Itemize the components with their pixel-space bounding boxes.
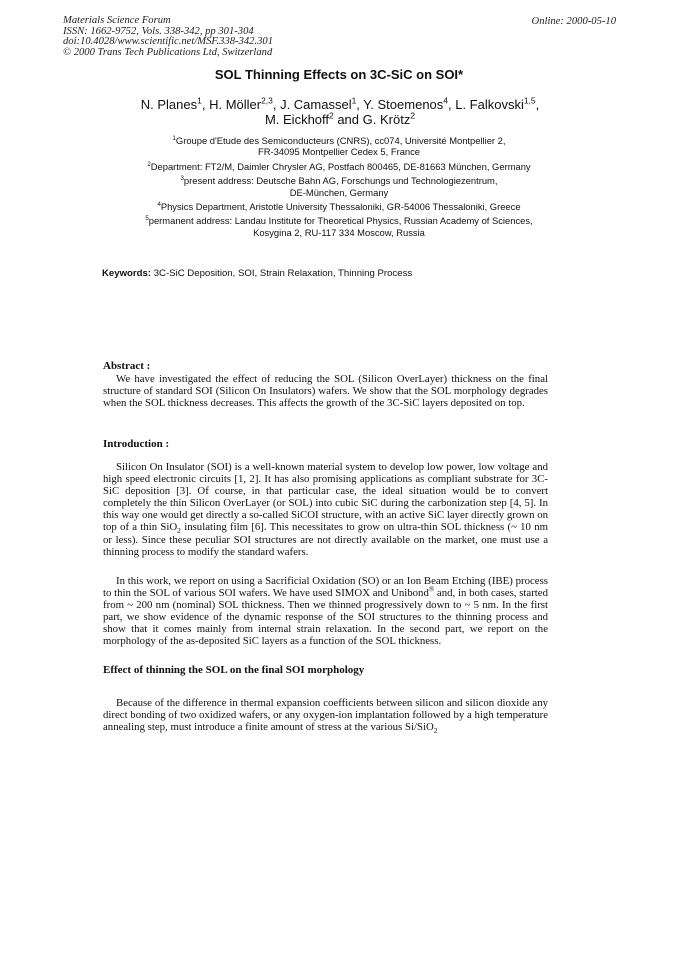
keywords xyxy=(102,268,412,279)
paper-title: SOL Thinning Effects on 3C-SiC on SOI* xyxy=(214,67,464,82)
journal-name: Materials Science Forum xyxy=(63,15,171,26)
effect-paragraph: Because of the difference in thermal expansion coefficients between silicon and silicon dioxide any direct bonding of two oxidized wafers, or any oxygen-ion implantation followed by a high temperature annealing step, must introduce a finite amount of stress at the various Si/SiO$_2$ xyxy=(103,697,548,736)
doi-link[interactable]: doi:10.4028/www.scientific.net/MSF.338-342.301 xyxy=(63,36,273,48)
abstract-heading: Abstract : xyxy=(103,360,151,372)
author: J. Camassel$^1$ xyxy=(280,95,357,112)
affiliations xyxy=(100,135,578,241)
affiliation-4: $^4$Physics Department, Aristotle University Thessaloniki, GR-54006 Thessaloniki, Greece xyxy=(157,200,521,213)
author: N. Planes$^1$ xyxy=(140,95,202,112)
author-line-2: M. Eickhoff$^2$ and G. Krötz$^2$ xyxy=(264,110,416,127)
author: G. Krötz$^2$ xyxy=(362,110,416,127)
introduction-paragraph-2: In this work, we report on using a Sacrificial Oxidation (SO) or an Ion Beam Etching (IBE) process to thin the SOL of various SOI wafers. We have used SIMOX and Unibond® and, in both cases, started from ~ 200 nm (nominal) SOL thickness. Then we thinned progressively down to ~ 5 nm. In the first part, we show evidence of the dynamic response of the SOI structures to the thinning process and show that it comes mainly from internal strain relaxation. In the second part, we report on the morphology of the as-deposited SiC layers as a function of the SOL thickness. xyxy=(103,575,548,648)
issn-line: ISSN: 1662-9752, Vols. 338-342, pp 301-304 xyxy=(63,25,254,37)
affiliation-5: $^5$permanent address: Landau Institute for Theoretical Physics, Russian Academy of Sciences, Kosygina 2, RU-117 334 Moscow, Russia xyxy=(145,215,533,238)
author: Y. Stoemenos$^4$ xyxy=(363,95,448,112)
author-list xyxy=(100,97,580,127)
introduction-heading: Introduction : xyxy=(103,438,170,450)
keywords-text: 3C-SiC Deposition, SOI, Strain Relaxation, Thinning Process xyxy=(153,268,413,279)
keywords-label: Keywords: xyxy=(102,268,152,279)
author: M. Eickhoff$^2$ xyxy=(264,110,334,127)
affiliation-1: $^1$Groupe d'Etude des Semiconducteurs (CNRS), cc074, Université Montpellier 2, FR-34095 Montpellier Cedex 5, France xyxy=(172,134,506,158)
author: L. Falkovski$^{1,5}$ xyxy=(455,95,536,112)
affiliation-3: $^3$present address: Deutsche Bahn AG, Forschungs und Technologiezentrum, DE-München, Germany xyxy=(180,175,498,198)
abstract-text: We have investigated the effect of reducing the SOL (Silicon OverLayer) thickness on the final structure of standard SOI (Silicon On Insulators) wafers. We show that the SOL morphology degrades when the SOL thickness decreases. This affects the growth of the 3C-SiC layers deposited on top. xyxy=(103,373,548,410)
journal-header xyxy=(63,16,273,58)
copyright-line: © 2000 Trans Tech Publications Ltd, Switzerland xyxy=(63,46,273,58)
affiliation-2: $^2$Department: FT2/M, Daimler Chrysler AG, Postfach 800465, DE-81663 München, Germany xyxy=(147,160,531,172)
online-date: Online: 2000-05-10 xyxy=(531,16,616,27)
introduction-paragraph-1: Silicon On Insulator (SOI) is a well-known material system to develop low power, low voltage and high speed electronic circuits [1, 2]. It has also promising applications as compliant substrate for 3C-SiC deposition [3]. Of course, in that particular case, the ideal situation would be to convert completely the thin Silicon OverLayer (or SOL) into cubic SiC during the carbonization step [4, 5]. In this way one would get directly a so-called SiCOI structure, with an active SiC layer directly grown on top of a thin SiO$_2$ insulating film [6]. This necessitates to grow on ultra-thin SOL thickness (~ 10 nm or less). Since these peculiar SOI structures are not directly available on the market, one must use a thinning process to modify the standard wafers. xyxy=(103,461,548,558)
author-line-1: N. Planes$^1$, H. Möller$^{2,3}$, J. Camassel$^1$, Y. Stoemenos$^4$, L. Falkovski$^{1,5}$, xyxy=(140,95,540,112)
author: H. Möller$^{2,3}$ xyxy=(209,95,273,112)
section-heading-effect: Effect of thinning the SOL on the final SOI morphology xyxy=(103,664,365,676)
